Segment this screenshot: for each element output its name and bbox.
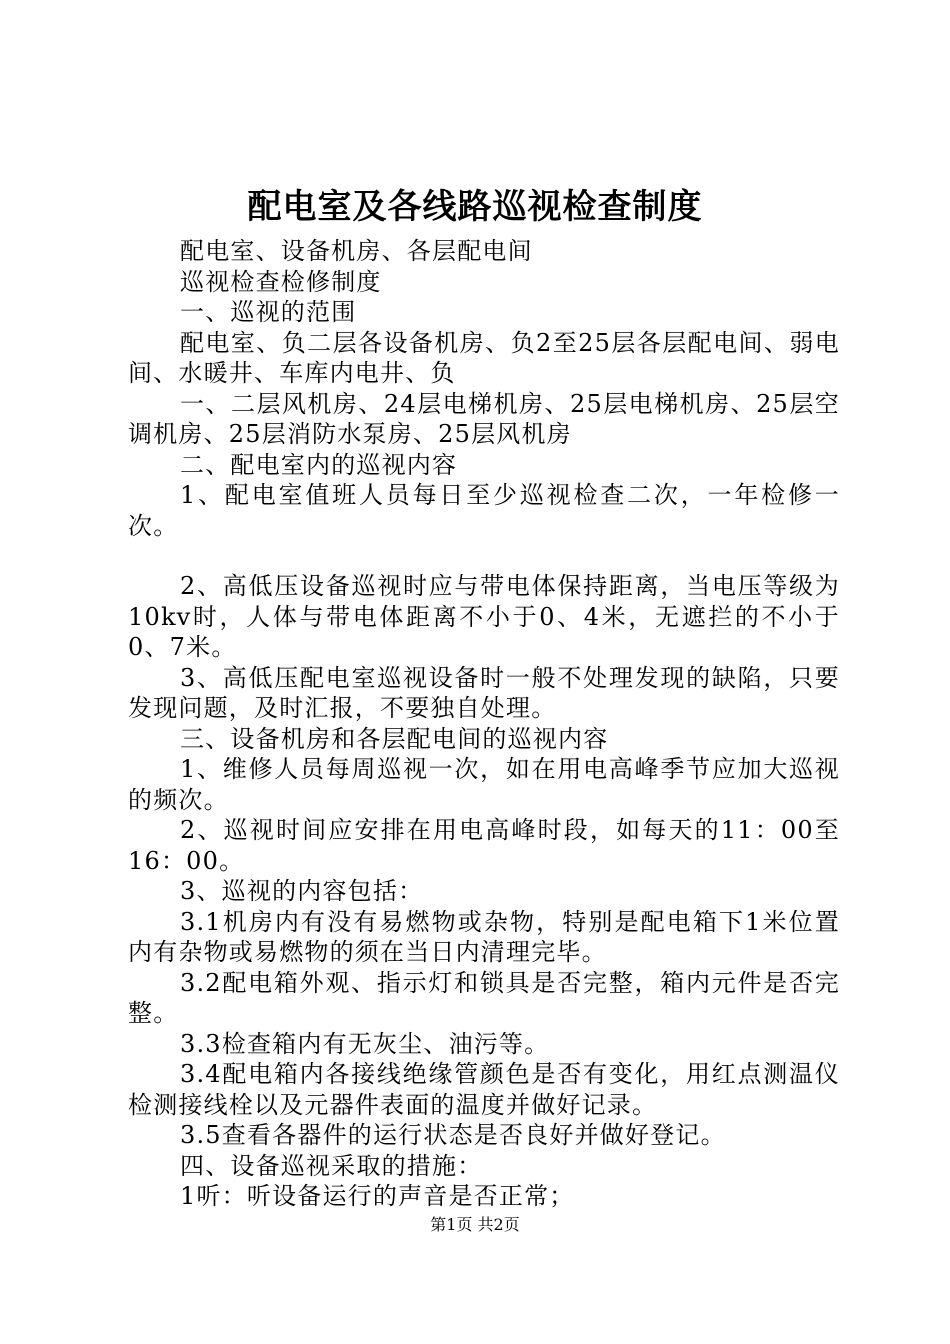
paragraph: 3.2配电箱外观、指示灯和锁具是否完整，箱内元件是否完整。 [128, 968, 840, 1027]
paragraph: 巡视检查检修制度 [180, 267, 382, 296]
paragraph: 2、高低压设备巡视时应与带电体保持距离，当电压等级为10kv时，人体与带电体距离不小于0、4米，无遮拦的不小于0、7米。 [128, 572, 840, 661]
paragraph: 2、巡视时间应安排在用电高峰时段，如每天的11：00至16：00。 [128, 816, 840, 875]
paragraph: 3.5查看各器件的运行状态是否良好并做好登记。 [180, 1121, 726, 1149]
document-body [128, 236, 840, 1212]
paragraph: 3.4配电箱内各接线绝缘管颜色是否有变化，用红点测温仪检测接线栓以及元器件表面的温度并做好记录。 [128, 1060, 840, 1119]
paragraph: 一、二层风机房、24层电梯机房、25层电梯机房、25层空调机房、25层消防水泵房、25层风机房 [128, 389, 840, 448]
section-heading: 一、巡视的范围 [180, 298, 357, 326]
paragraph: 1、配电室值班人员每日至少巡视检查二次，一年检修一次。 [128, 481, 840, 540]
paragraph: 配电室、设备机房、各层配电间 [180, 237, 533, 265]
paragraph: 1听：听设备运行的声音是否正常； [180, 1182, 575, 1210]
section-heading: 二、配电室内的巡视内容 [180, 450, 458, 479]
paragraph: 配电室、负二层各设备机房、负2至25层各层配电间、弱电间、水暖井、车库内电井、负 [128, 328, 840, 387]
document-title: 配电室及各线路巡视检查制度 [247, 187, 703, 227]
paragraph: 3、高低压配电室巡视设备时一般不处理发现的缺陷，只要发现问题，及时汇报，不要独自处理。 [128, 663, 840, 722]
section-heading: 三、设备机房和各层配电间的巡视内容 [180, 724, 609, 753]
paragraph: 3.1机房内有没有易燃物或杂物，特别是配电箱下1米位置内有杂物或易燃物的须在当日内清理完毕。 [128, 907, 840, 966]
paragraph: 3、巡视的内容包括： [180, 877, 424, 905]
section-heading: 四、设备巡视采取的措施： [180, 1151, 483, 1180]
paragraph: 1、维修人员每周巡视一次，如在用电高峰季节应加大巡视的频次。 [128, 755, 840, 814]
paragraph: 3.3检查箱内有无灰尘、油污等。 [180, 1029, 550, 1058]
page-footer: 第1页 共2页 [430, 1215, 520, 1234]
